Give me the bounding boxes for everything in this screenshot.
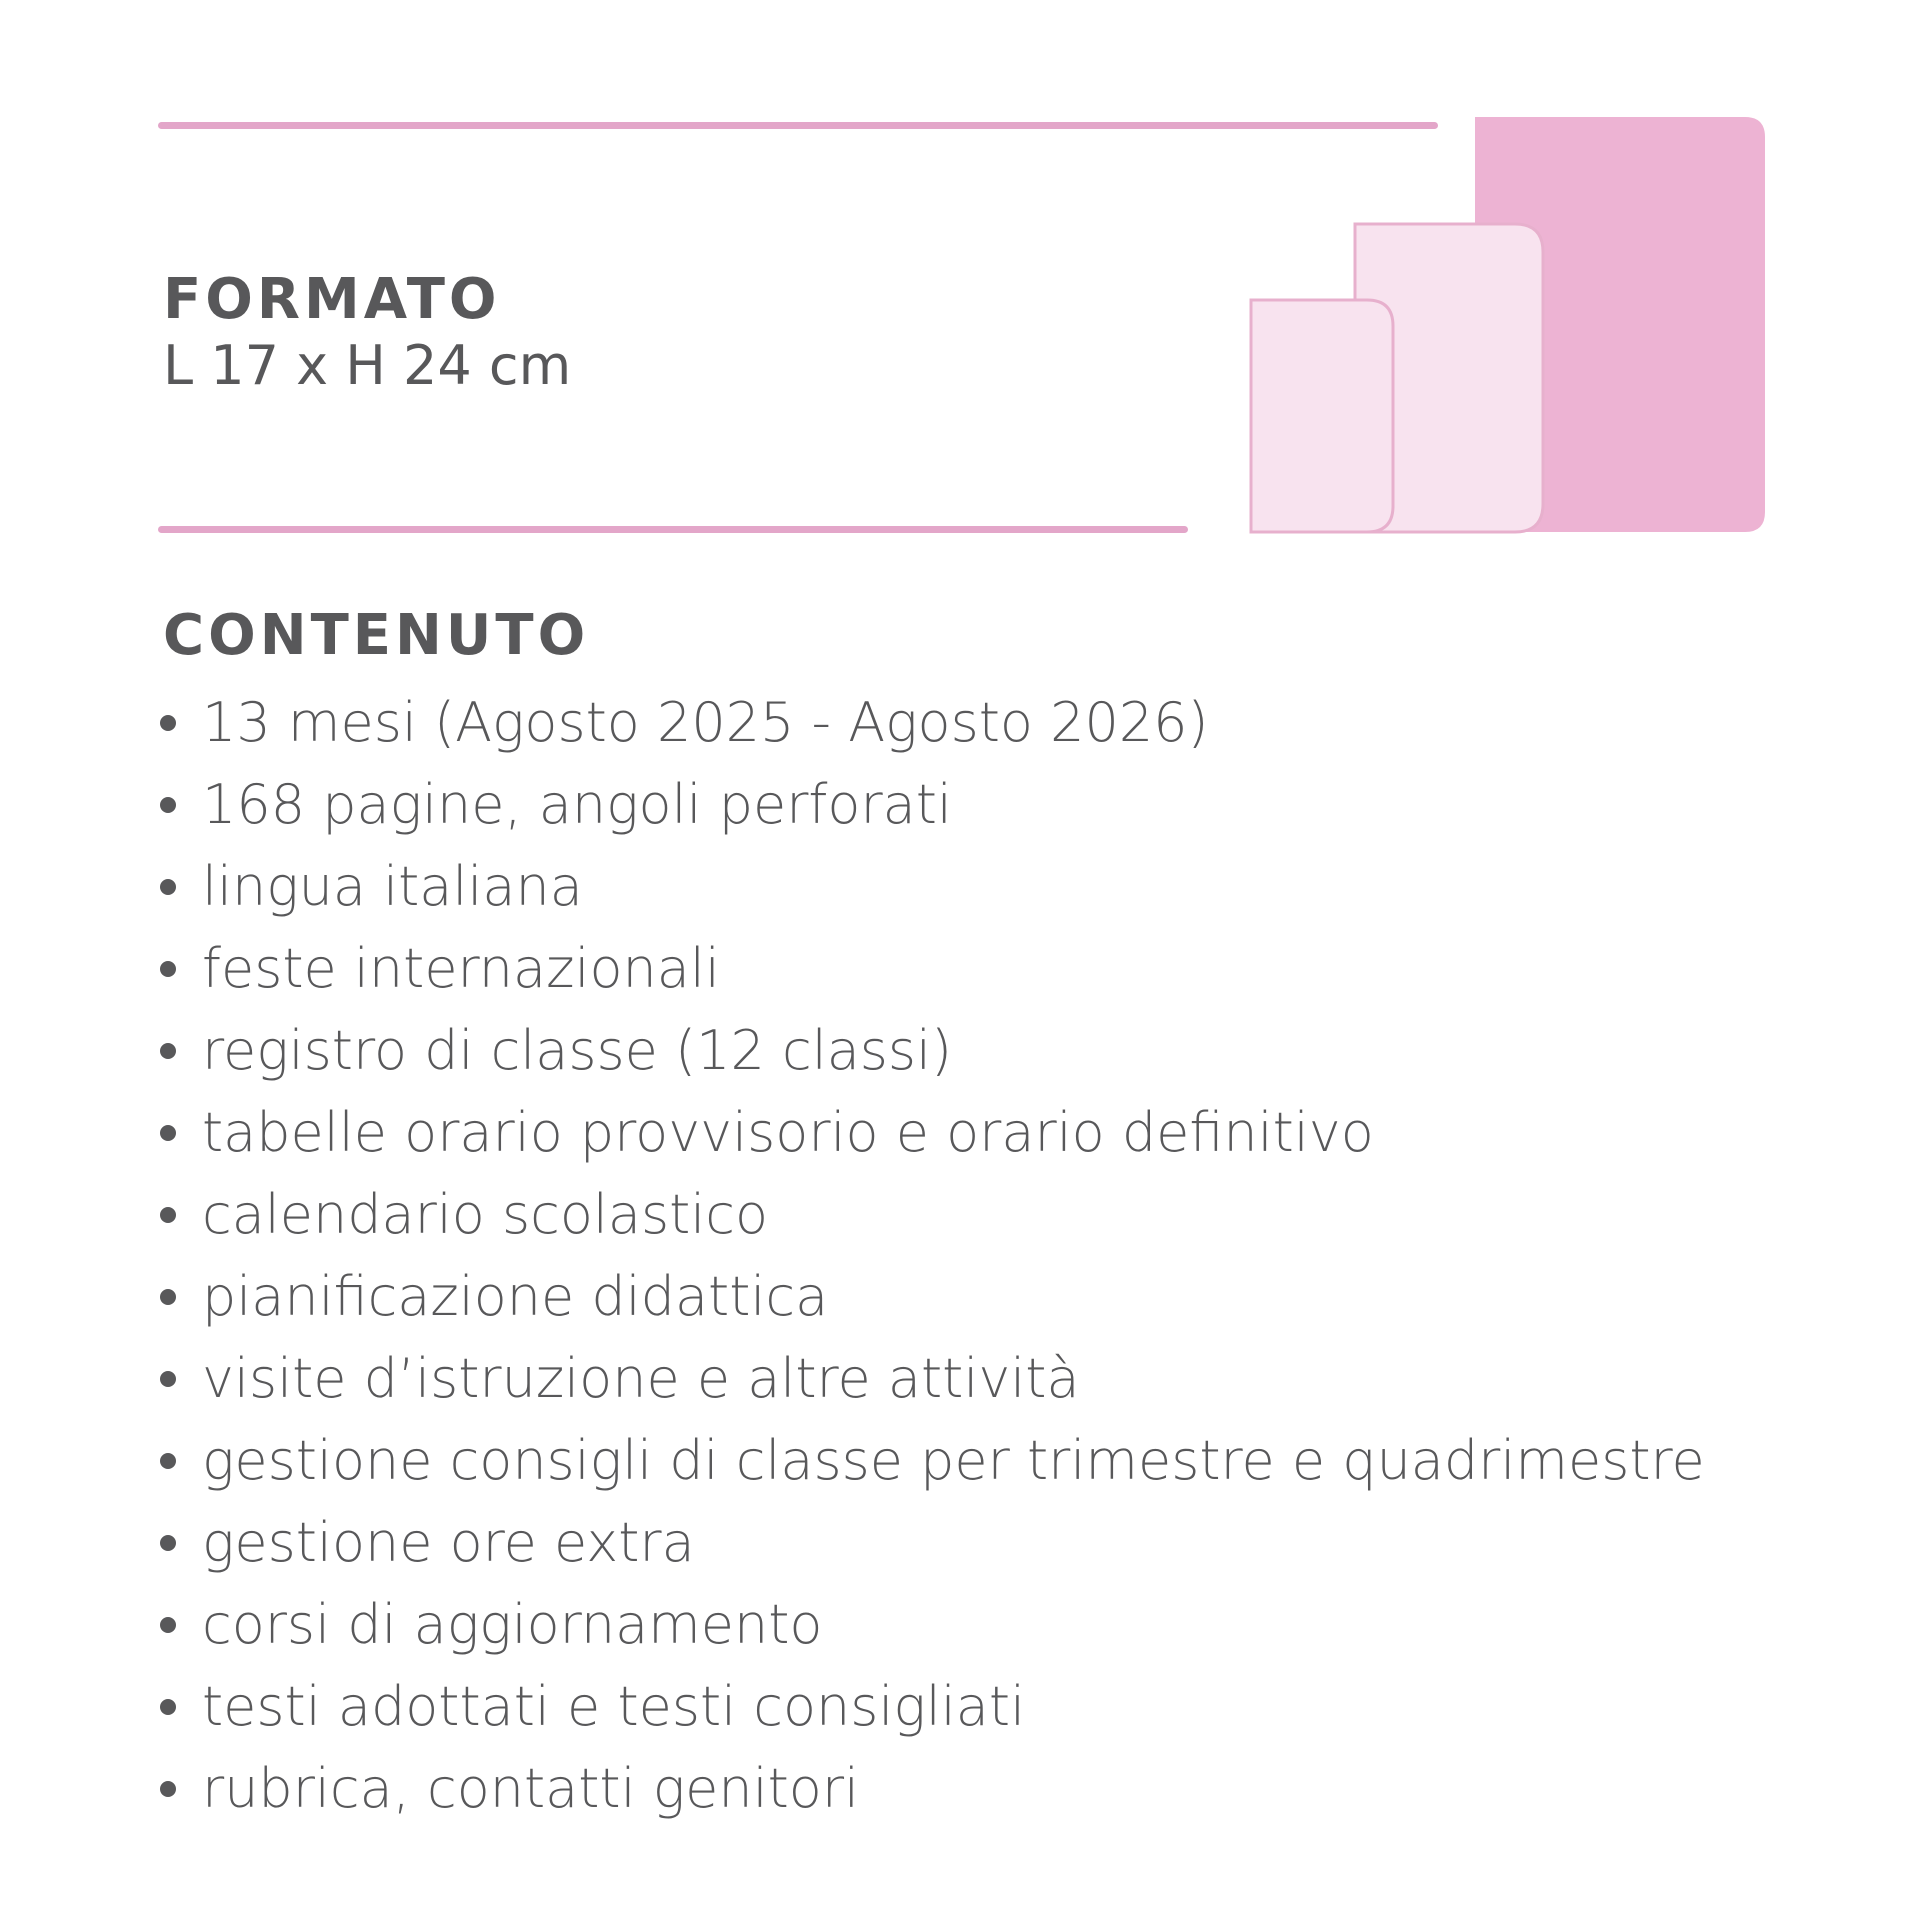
list-item xyxy=(160,682,1705,764)
bullet-icon xyxy=(160,1125,176,1141)
list-item xyxy=(160,1256,1705,1338)
list-item-text: 168 pagine, angoli perforati xyxy=(202,773,952,836)
bullet-icon xyxy=(160,961,176,977)
bullet-icon xyxy=(160,1289,176,1305)
list-item-text: rubrica, contatti genitori xyxy=(202,1757,860,1820)
list-item xyxy=(160,1338,1705,1420)
list-item-text: corsi di aggiornamento xyxy=(202,1593,823,1656)
list-item xyxy=(160,1092,1705,1174)
list-item xyxy=(160,764,1705,846)
list-item xyxy=(160,928,1705,1010)
list-item-text: gestione consigli di classe per trimestre e quadrimestre xyxy=(202,1429,1705,1492)
list-item xyxy=(160,1420,1705,1502)
list-item-text: tabelle orario provvisorio e orario definitivo xyxy=(202,1101,1374,1164)
bullet-icon xyxy=(160,1617,176,1633)
list-item xyxy=(160,1584,1705,1666)
bullet-icon xyxy=(160,715,176,731)
list-item-text: 13 mesi (Agosto 2025 - Agosto 2026) xyxy=(202,691,1209,754)
content-list xyxy=(160,682,1705,1830)
bullet-icon xyxy=(160,1207,176,1223)
contenuto-heading: CONTENUTO xyxy=(163,603,590,668)
list-item xyxy=(160,1010,1705,1092)
bullet-icon xyxy=(160,1371,176,1387)
list-item xyxy=(160,1174,1705,1256)
list-item-text: gestione ore extra xyxy=(202,1511,695,1574)
list-item-text: feste internazionali xyxy=(202,937,720,1000)
bullet-icon xyxy=(160,1699,176,1715)
list-item-text: lingua italiana xyxy=(202,855,583,918)
formato-heading: FORMATO xyxy=(163,267,501,332)
format-dimensions-text: L 17 x H 24 cm xyxy=(163,334,572,397)
bottom-divider-line xyxy=(158,526,1188,533)
list-item xyxy=(160,1502,1705,1584)
list-item-text: testi adottati e testi consigliati xyxy=(202,1675,1026,1738)
list-item-text: pianificazione didattica xyxy=(202,1265,829,1328)
list-item xyxy=(160,846,1705,928)
format-size-comparison-icon xyxy=(1205,112,1765,542)
list-item-text: registro di classe (12 classi) xyxy=(202,1019,953,1082)
list-item-text: calendario scolastico xyxy=(202,1183,768,1246)
bullet-icon xyxy=(160,879,176,895)
bullet-icon xyxy=(160,1781,176,1797)
list-item xyxy=(160,1666,1705,1748)
list-item-text: visite d’istruzione e altre attività xyxy=(202,1347,1080,1410)
bullet-icon xyxy=(160,1043,176,1059)
bullet-icon xyxy=(160,1535,176,1551)
small-format-shape xyxy=(1251,300,1393,532)
bullet-icon xyxy=(160,1453,176,1469)
bullet-icon xyxy=(160,797,176,813)
list-item xyxy=(160,1748,1705,1830)
